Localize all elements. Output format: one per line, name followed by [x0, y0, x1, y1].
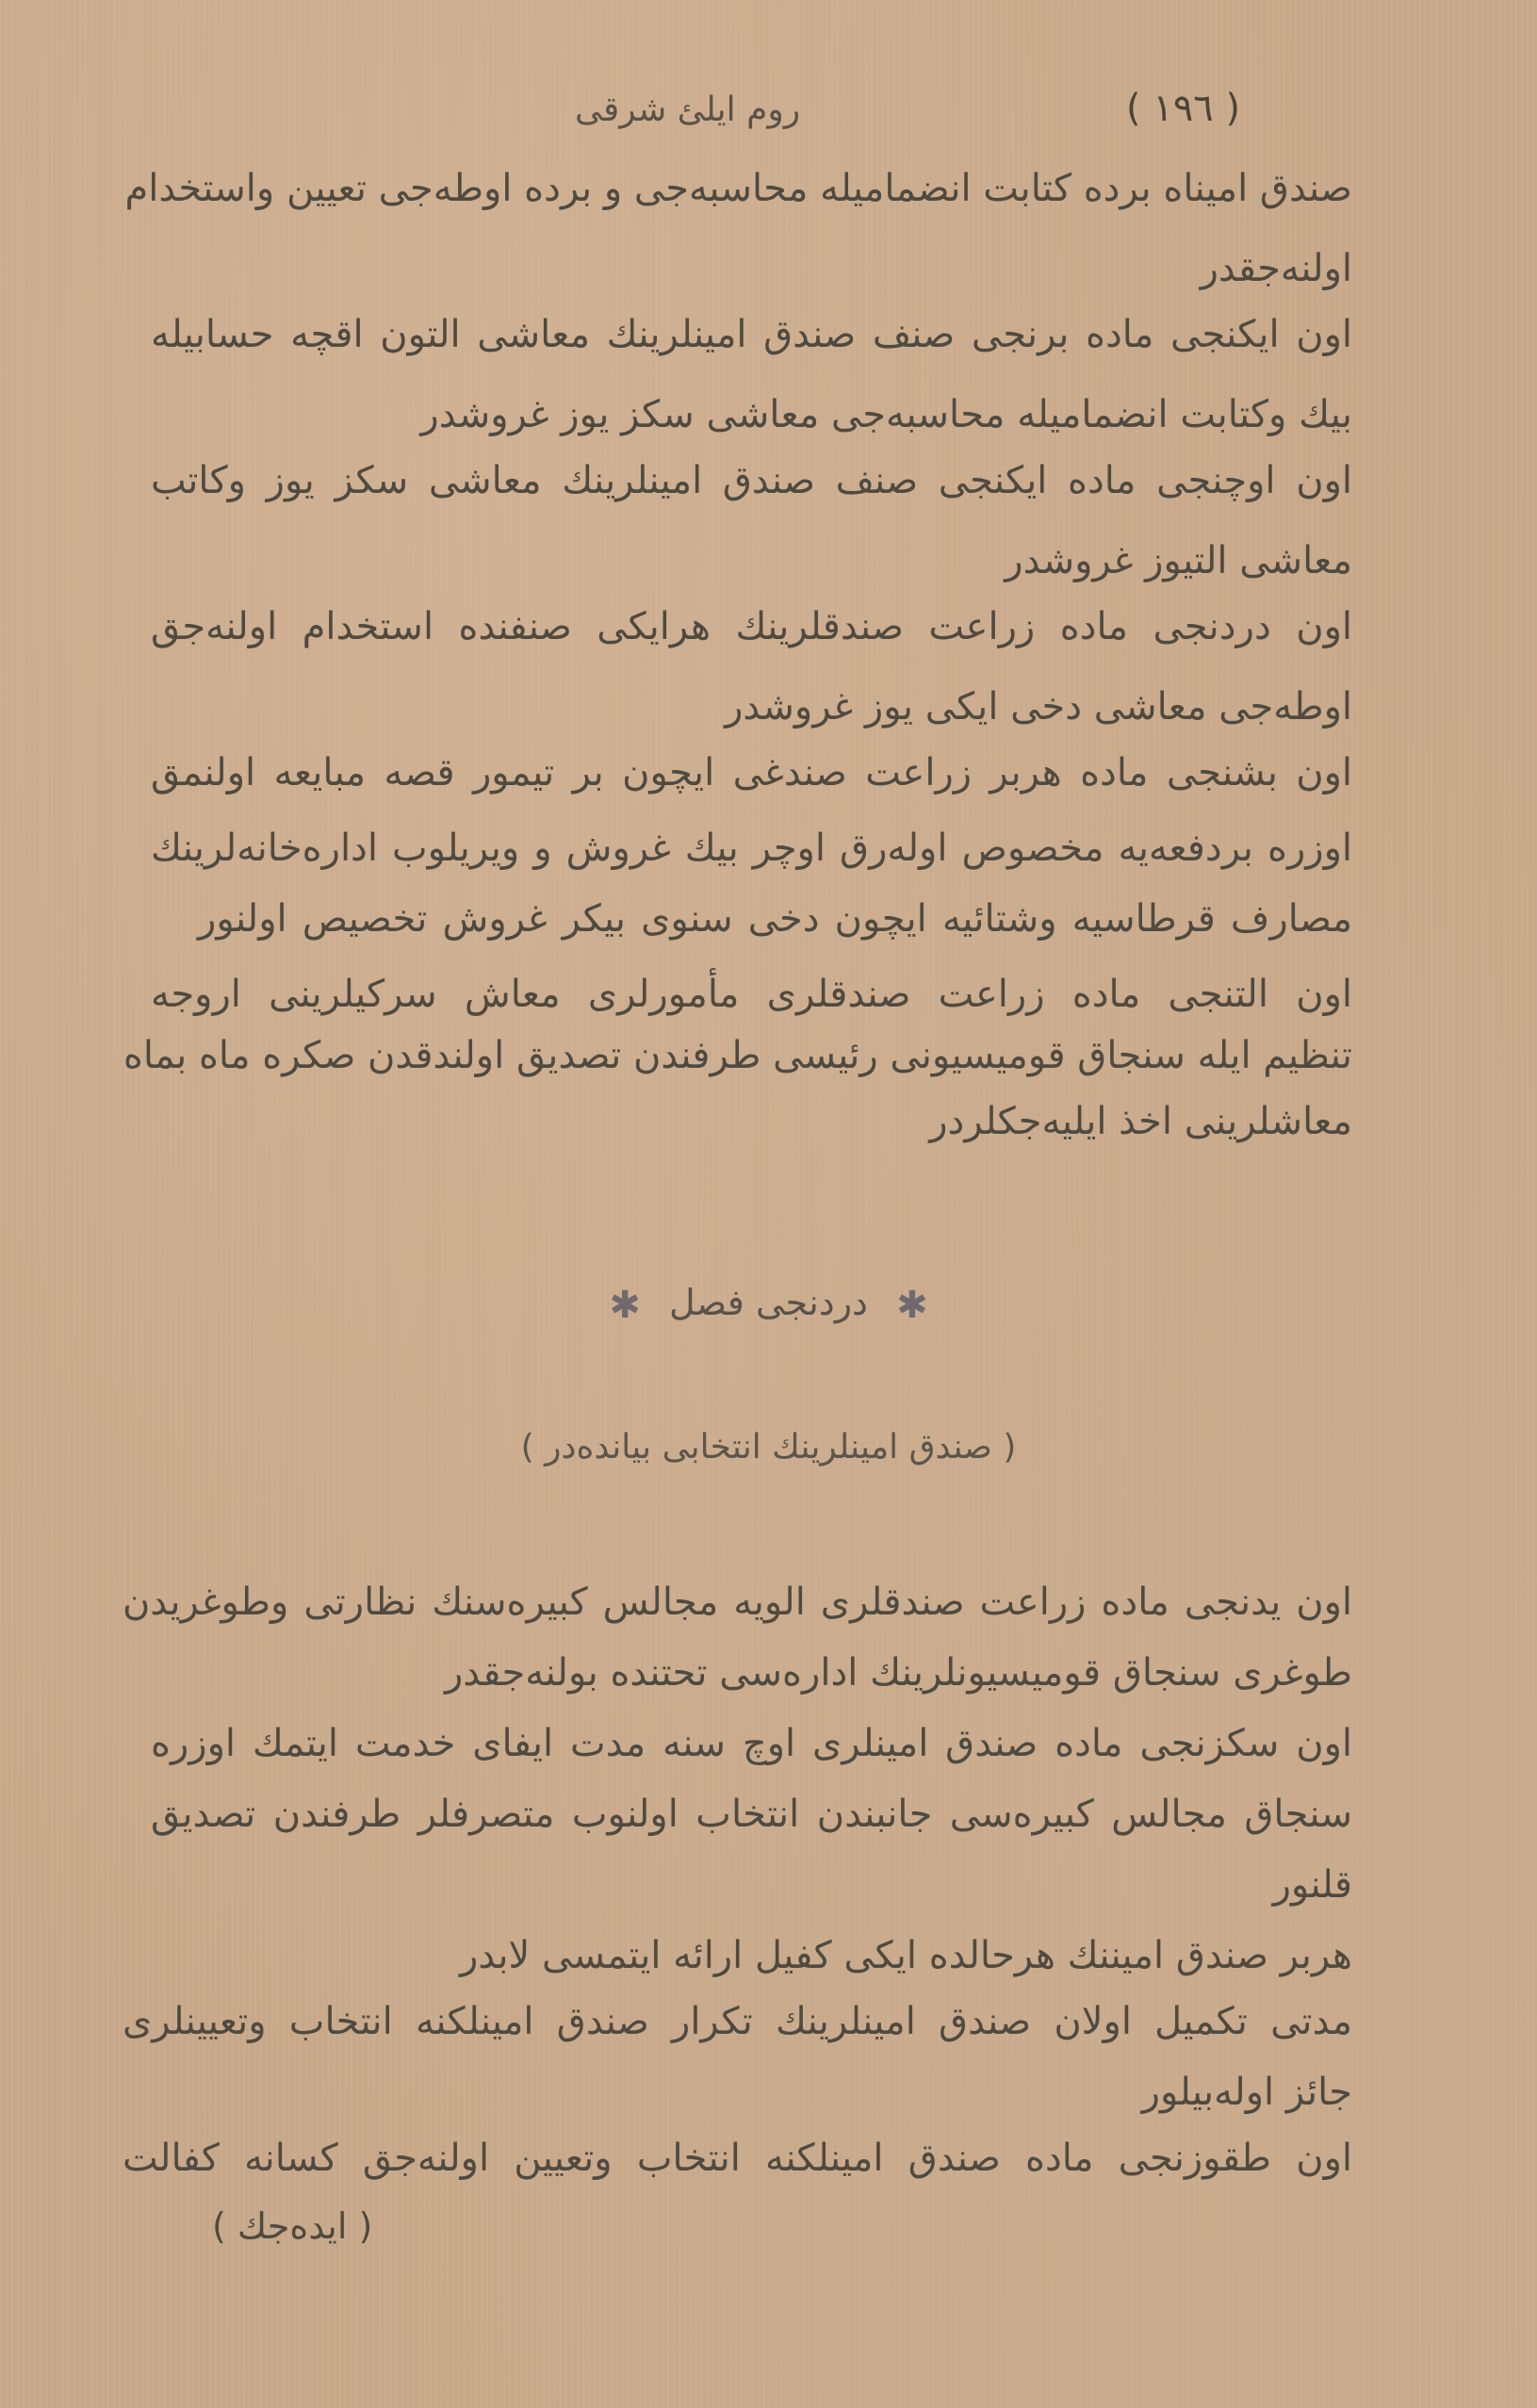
- text-line: مصارف قرطاسیه وشتائیه ایچون دخی سنوی بیکر غروش تخصیص اولنور: [198, 897, 1352, 941]
- text-line: معاشی التیوز غروشدر: [1005, 539, 1352, 582]
- article-12-line: اون ایکنجی ماده برنجی صنف صندق امینلرینك معاشی التون اقچه حسابیله: [151, 313, 1352, 356]
- text-line: بیك وکتابت انضمامیله محاسبه‌جی معاشی سکز یوز غروشدر: [420, 393, 1352, 436]
- text-line: اولنه‌جقدر: [1200, 247, 1352, 290]
- ornament-icon: ✱: [896, 1283, 928, 1327]
- text-line: طوغری سنجاق قومیسیونلرینك اداره‌سی تحتنده بولنه‌جقدر: [444, 1651, 1352, 1695]
- article-16-line: اون التنجی ماده زراعت صندقلری مأمورلری معاش سرکیلرینی اروجه: [151, 973, 1352, 1016]
- article-17-line: اون یدنجی ماده زراعت صندقلری الویه مجالس کبیره‌سنك نظارتی وطوغریدن: [123, 1581, 1352, 1624]
- text-line: معاشلرینی اخذ ایلیه‌جکلردر: [929, 1100, 1352, 1143]
- text-line: تنظیم ایله سنجاق قومیسیونی رئیسی طرفندن تصدیق اولندقدن صکره ماه بماه: [123, 1034, 1352, 1077]
- chapter-heading: [0, 1282, 1537, 1327]
- running-title: روم ایلئ شرقی: [575, 90, 801, 129]
- text-line: سنجاق مجالس کبیره‌سی جانبندن انتخاب اولنوب متصرفلر طرفندن تصدیق: [151, 1793, 1352, 1836]
- text-line: هربر صندق امیننك هرحالده ایکی کفیل ارائه ایتمسی لابدر: [460, 1934, 1352, 1977]
- article-13-line: اون اوچنجی ماده ایکنجی صنف صندق امینلرینك معاشی سکز یوز وکاتب: [151, 459, 1352, 502]
- text-line: مدتی تکمیل اولان صندق امینلرینك تکرار صندق امینلکنه انتخاب وتعیینلری: [123, 2000, 1352, 2043]
- page-number: ( ١٩٦ ): [1126, 87, 1241, 130]
- article-19-line: اون طقوزنجی ماده صندق امینلکنه انتخاب وتعیین اولنه‌جق کسانه کفالت: [123, 2137, 1352, 2180]
- ornament-icon: ✱: [609, 1283, 641, 1327]
- text-line: اوزره بردفعه‌یه مخصوص اوله‌رق اوچر بیك غروش و ویریلوب اداره‌خانه‌لرینك: [151, 827, 1352, 870]
- chapter-title: دردنجی فصل: [669, 1282, 868, 1323]
- catchword: ( ایده‌جك ): [212, 2205, 373, 2247]
- article-18-line: اون سکزنجی ماده صندق امینلری اوچ سنه مدت ایفای خدمت ایتمك اوزره: [151, 1722, 1352, 1765]
- chapter-subtitle: ( صندق امینلرینك انتخابی بیانده‌در ): [520, 1428, 1017, 1466]
- text-line: جائز اوله‌بیلور: [1141, 2071, 1352, 2114]
- article-14-line: اون دردنجی ماده زراعت صندقلرینك هرایکی صنفنده استخدام اولنه‌جق: [151, 605, 1352, 648]
- text-line: قلنور: [1272, 1863, 1352, 1907]
- article-15-line: اون بشنجی ماده هربر زراعت صندغی ایچون بر تیمور قصه مبایعه اولنمق: [151, 751, 1352, 794]
- text-line: صندق امیناه برده کتابت انضمامیله محاسبه‌جی و برده اوطه‌جی تعیین واستخدام: [124, 167, 1352, 210]
- text-line: اوطه‌جی معاشی دخی ایکی یوز غروشدر: [725, 685, 1352, 729]
